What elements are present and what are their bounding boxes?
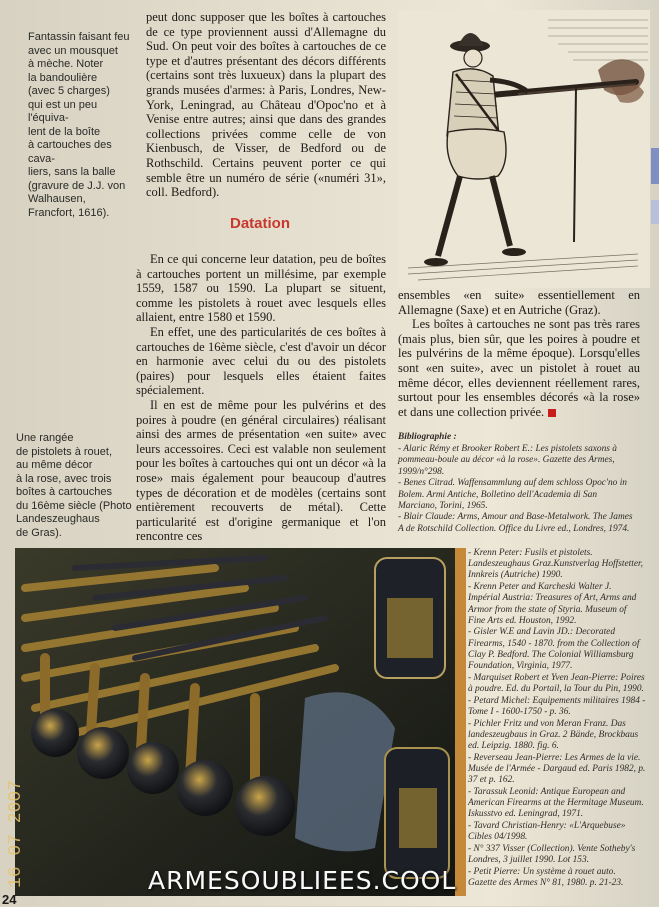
section-heading: Datation: [230, 215, 290, 232]
watermark-text: ARMESOUBLIEES.COOL: [148, 866, 457, 895]
bibliography-entry: - Tavard Christian-Henry: «L'Arquebuse» Cibles 04/1998.: [468, 820, 626, 843]
photo-caption: [16, 432, 138, 540]
bibliography-entry: - Blair Claude: Arms, Amour and Base-Metalwork. The James A de Rotschild Collection. Office du Livre ed., Londres, 1974.: [398, 512, 633, 534]
caption-line: la bandoulière: [28, 71, 98, 84]
article-text-top: [146, 10, 386, 200]
bibliography-part-2: [468, 548, 646, 890]
bibliography-entry: - Pichler Fritz und von Meran Franz. Das landeszeugbaus in Graz. 2 Bände, Brockbaus ed. Leipzig. 1880. fig. 6.: [468, 718, 639, 751]
side-tab-marker: [651, 148, 659, 184]
bibliography-entry: - Petit Pierre: Un système à rouet auto. Gazette des Armes N° 81, 1980. p. 21-23.: [468, 866, 624, 888]
caption-line: Walhausen,: [28, 193, 86, 205]
date-stamp: [2, 700, 28, 890]
article-text-middle: [136, 252, 386, 544]
bibliography-entry: - Marquiset Robert et Yven Jean-Pierre: Poires à poudre. Ed. du Portail, la Tour du Pin, 1990.: [468, 672, 645, 694]
bibliography-entry: - Reverseau Jean-Pierre: Les Armes de la vie. Musée de l'Armée - Dargaud ed. Paris 1982, p. 37 et p. 162.: [468, 752, 646, 786]
caption-line: à mèche. Noter: [28, 58, 104, 70]
caption-line: (gravure de J.J. von: [28, 179, 126, 192]
bibliography-part-1: [398, 432, 638, 535]
bibliography-entry: - Tarassuk Leonid: Antique European and American Firearms at the Hermitage Museum. Iskusstvo ed. Leningrad, 1971.: [468, 786, 644, 820]
page-number: 24: [2, 892, 17, 907]
paragraph: ensembles «en suite» essentiellement en Allemagne (Saxe) et en Autriche (Graz).: [398, 288, 640, 317]
side-tab-marker-light: [651, 200, 659, 224]
pistols-photo-image: [15, 548, 466, 896]
caption-line: de pistolets à rouet,: [16, 445, 113, 458]
paragraph-text: Les boîtes à cartouches ne sont pas très rares (mais plus, bien sûr, que les poires à poudre et les pulvérins de la même époque). Lorsqu'elles sont «en suite», avec un pistolet à rouet au même décor, elles deviennent réellement rares, surtout pour les ensembles décorés «à la rose» et dans une collection privée.: [398, 317, 640, 419]
bibliography-entry: - N° 337 Visser (Collection). Vente Sotheby's Londres, 3 juillet 1990. Lot 153.: [468, 843, 636, 865]
caption-line: de Gras).: [16, 526, 62, 539]
paragraph: En ce qui concerne leur datation, peu de boîtes à cartouches portent un millésime, par exemple 1559, 1587 ou 1590. La plupart se situent, comme les pistolets à rouet avec lesquels elles allaient, entre 1580 et 1590.: [136, 252, 386, 325]
musketeer-engraving-image: [398, 10, 650, 288]
paragraph-last: [398, 317, 640, 419]
end-mark-icon: [548, 409, 556, 417]
caption-line: Francfort, 1616).: [28, 206, 110, 219]
bibliography-entry: - Petard Michel: Equipements militaires 1984 - Tome I - 1600-1750 - p. 36.: [468, 695, 646, 717]
caption-line: du 16ème siècle (Photo: [16, 499, 132, 512]
article-text-right: [398, 288, 640, 419]
paragraph: peut donc supposer que les boîtes à cartouches de ce type proviennent aussi d'Allemagne du Sud. On peut voir des boîtes à cartouches de ce type et d'autres présentant des décors différents (certains sont très luxueux) dans la plupart des grands musées d'armes: à Paris, Londres, New-York, Leningrad, au Château d'Opoc'no et à Venise entre autres; ainsi que dans des grandes collections privées comme celle de von Kienbusch, de Visser, de Bedford ou de Rothschild. Certains peuvent porter ce qui semble être un numéro de série («numéri 31», coll. Bedford).: [146, 10, 386, 200]
caption-line: Une rangée: [16, 432, 74, 444]
caption-line: à cartouches des cava-: [28, 139, 112, 165]
bibliography-entry: - Krenn Peter: Fusils et pistolets. Landeszeughaus Graz.Kunstverlag Hoffstetter, Innkreis (Autriche) 1990.: [468, 548, 644, 581]
caption-line: Fantassin faisant feu: [28, 31, 130, 43]
caption-line: Landeszeughaus: [16, 513, 100, 525]
caption-line: liers, sans la balle: [28, 166, 116, 178]
caption-line: avec un mousquet: [28, 44, 118, 57]
caption-line: lent de la boîte: [28, 125, 101, 138]
bibliography-title: Bibliographie :: [398, 432, 457, 442]
bibliography-entry: - Alaric Rémy et Brooker Robert E.: Les pistolets saxons à pommeau-boule au décor «à la rose». Gazette des Armes, 1999/n°298.: [398, 444, 617, 477]
caption-line: boîtes à cartouches: [16, 486, 113, 498]
engraving-caption: [28, 31, 138, 220]
paragraph: Il en est de même pour les pulvérins et des poires à poudre (en général circulaires) réalisant ainsi des armes de présentation «en suite» avec leurs accessoires. Ceci est valable non seulement pour les boîtes à cartouches qui ont un décor «à la rose» mais également pour beaucoup d'autres types de décoration et de modèles (certains sont entièrement recouverts de métal). Cette particularité est d'origine germanique et l'on rencontre ces: [136, 397, 386, 544]
date-stamp-text: 16 07 2007: [6, 779, 26, 888]
caption-line: (avec 5 charges): [28, 85, 110, 97]
bibliography-entry: - Benes Citrad. Waffensammlung auf dem schloss Opoc'no in Bolem. Armi Antiche, Bolletino dell'Academia di San Marciano, Torini, 1965.: [398, 478, 627, 511]
caption-line: à la rose, avec trois: [16, 472, 112, 485]
bibliography-entry: - Gisler W.E and Lavin JD.: Decorated Firearms, 1540 - 1870. from the Collection of Clay P. Bedford. The Colonial Williamsburg Foundation, Virginia, 1977.: [468, 627, 640, 672]
caption-line: qui est un peu l'équiva-: [28, 98, 98, 124]
caption-line: au même décor: [16, 459, 93, 471]
paragraph: En effet, une des particularités de ces boîtes à cartouches de 16ème siècle, c'est d'avoir un décor en harmonie avec celui du ou des pistolets (paires) pour lesquels elles étaient faites spécialement.: [136, 324, 386, 398]
bibliography-entry: - Krenn Peter and Karcheski Walter J. Impérial Austria: Treasures of Art, Arms and Armor from the state of Styria. Museum of Fine Arts ed. Houston, 1992.: [468, 582, 637, 626]
